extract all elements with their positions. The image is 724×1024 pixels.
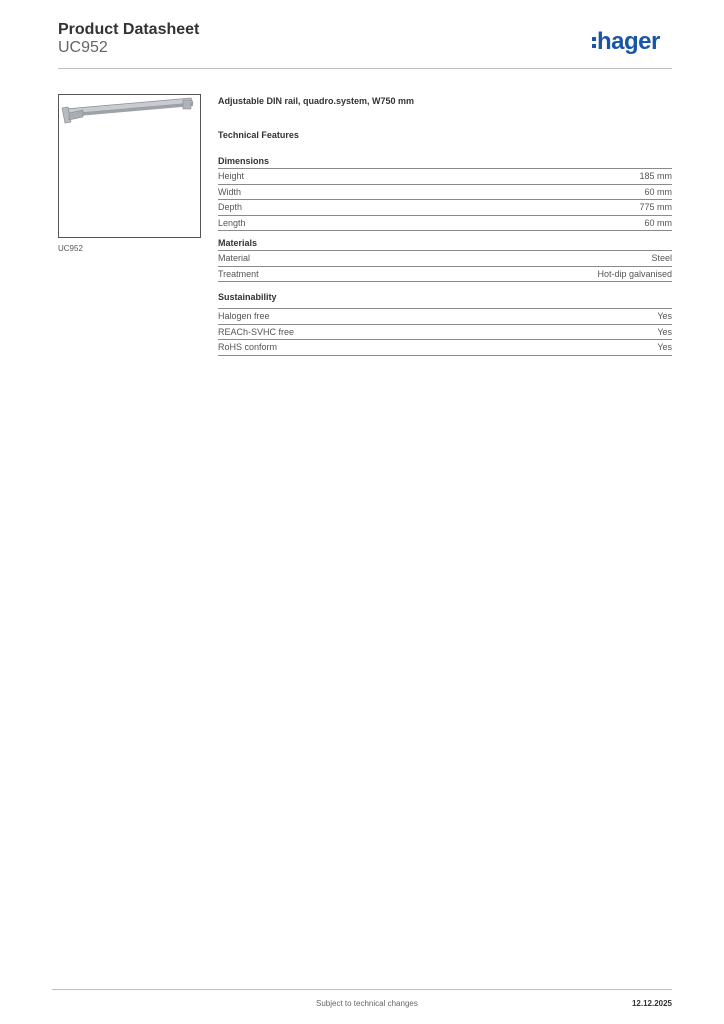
spec-value: Yes — [657, 342, 672, 352]
spec-row — [218, 340, 672, 356]
spec-label: RoHS conform — [218, 342, 278, 352]
section-title: Materials — [218, 238, 258, 248]
spec-label: Width — [218, 186, 242, 197]
spec-value: 185 mm — [639, 171, 672, 181]
dimensions-section — [218, 156, 672, 231]
brand-logo — [592, 28, 660, 56]
logo-text: hager — [597, 28, 660, 55]
spec-label: Depth — [218, 202, 243, 212]
spec-row — [218, 168, 672, 185]
spec-row — [218, 250, 672, 267]
spec-label: Halogen free — [218, 311, 270, 321]
sustainability-section — [218, 292, 672, 356]
footer-divider — [52, 989, 672, 990]
product-description: Adjustable DIN rail, quadro.system, W750 mm — [218, 96, 415, 106]
header-title: Product Datasheet — [58, 21, 200, 38]
technical-features-title: Technical Features — [218, 130, 299, 140]
spec-value: Hot-dip galvanised — [597, 268, 672, 279]
footer-date: 12.12.2025 — [631, 999, 672, 1008]
spec-value: 775 mm — [639, 202, 672, 212]
image-caption: UC952 — [58, 244, 83, 253]
product-code: UC952 — [58, 39, 108, 56]
spec-row — [218, 308, 672, 325]
spec-label: Treatment — [218, 268, 259, 279]
spec-value: Yes — [657, 326, 672, 337]
spec-value: 60 mm — [644, 186, 672, 197]
spec-value: 60 mm — [644, 217, 672, 228]
spec-row — [218, 185, 672, 201]
spec-value: Yes — [657, 311, 672, 321]
spec-label: Height — [218, 171, 245, 181]
header-divider — [58, 68, 672, 69]
spec-label: Length — [218, 217, 246, 228]
din-rail-icon — [59, 95, 200, 237]
spec-row — [218, 200, 672, 216]
materials-section — [218, 238, 672, 282]
spec-value: Steel — [651, 253, 672, 263]
footer-note: Subject to technical changes — [316, 999, 418, 1008]
spec-label: Material — [218, 253, 251, 263]
spec-row — [218, 325, 672, 341]
spec-label: REACh-SVHC free — [218, 326, 295, 337]
section-title: Dimensions — [218, 156, 270, 166]
spec-row — [218, 267, 672, 283]
section-title: Sustainability — [218, 292, 277, 302]
product-image — [58, 94, 201, 238]
spec-row — [218, 216, 672, 232]
